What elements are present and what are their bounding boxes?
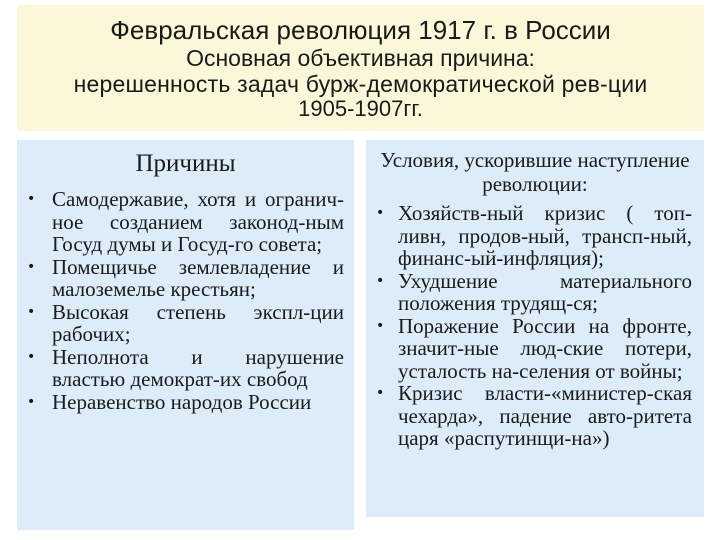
slide-title: Февральская революция 1917 г. в России	[110, 15, 611, 45]
list-item	[17, 256, 354, 301]
main-cause-label: Основная объективная причина:	[186, 45, 535, 71]
bullet-icon: •	[376, 317, 385, 334]
bullet-icon: •	[376, 272, 385, 289]
list-item	[17, 301, 354, 346]
main-cause-years: 1905-1907гг.	[298, 96, 423, 121]
causes-list	[17, 188, 354, 413]
list-item-text: Неполнота и нарушение властью демократ-их свобод	[52, 344, 344, 391]
bullet-icon: •	[27, 348, 36, 365]
bullet-icon: •	[376, 205, 385, 221]
bullet-icon: •	[27, 393, 36, 410]
causes-heading: Причины	[135, 150, 236, 177]
list-item	[17, 346, 354, 391]
list-item	[366, 382, 704, 450]
list-item	[17, 188, 354, 256]
list-item-text: Хозяйств-ный кризис ( топ-ливн, продов-ный, трансп-ный, финанс-ый-инфляция);	[398, 201, 692, 270]
bullet-icon: •	[27, 258, 36, 275]
conditions-panel	[366, 140, 704, 517]
list-item	[17, 391, 354, 414]
bullet-icon: •	[27, 303, 36, 320]
list-item-text: Помещичье землевладение и малоземелье крестьян;	[52, 254, 344, 301]
causes-panel	[17, 140, 354, 530]
header-box	[17, 5, 704, 131]
main-cause-text: нерешенность задач бурж-демократической рев-ции	[73, 71, 648, 97]
bullet-icon: •	[27, 191, 36, 207]
list-item-text: Ухудшение материального положения трудящ-ся;	[398, 268, 692, 315]
list-item-text: Самодержавие, хотя и огранич-ное созданием законод-ным Госуд думы и Госуд-го совета;	[52, 187, 344, 256]
conditions-heading: Условия, ускорившие наступление революции:	[380, 148, 690, 196]
list-item-text: Кризис власти-«министер-ская чехарда», падение авто-ритета царя «распутинщи-на»)	[398, 381, 692, 450]
conditions-list	[366, 202, 704, 450]
bullet-icon: •	[376, 385, 385, 401]
list-item-text: Неравенство народов России	[52, 389, 312, 414]
list-item-text: Высокая степень экспл-ции рабочих;	[52, 299, 344, 346]
list-item-text: Поражение России на фронте, значит-ные люд-ские потери, усталость на-селения от войны;	[398, 313, 692, 383]
list-item	[366, 270, 704, 315]
list-item	[366, 315, 704, 383]
list-item	[366, 202, 704, 270]
